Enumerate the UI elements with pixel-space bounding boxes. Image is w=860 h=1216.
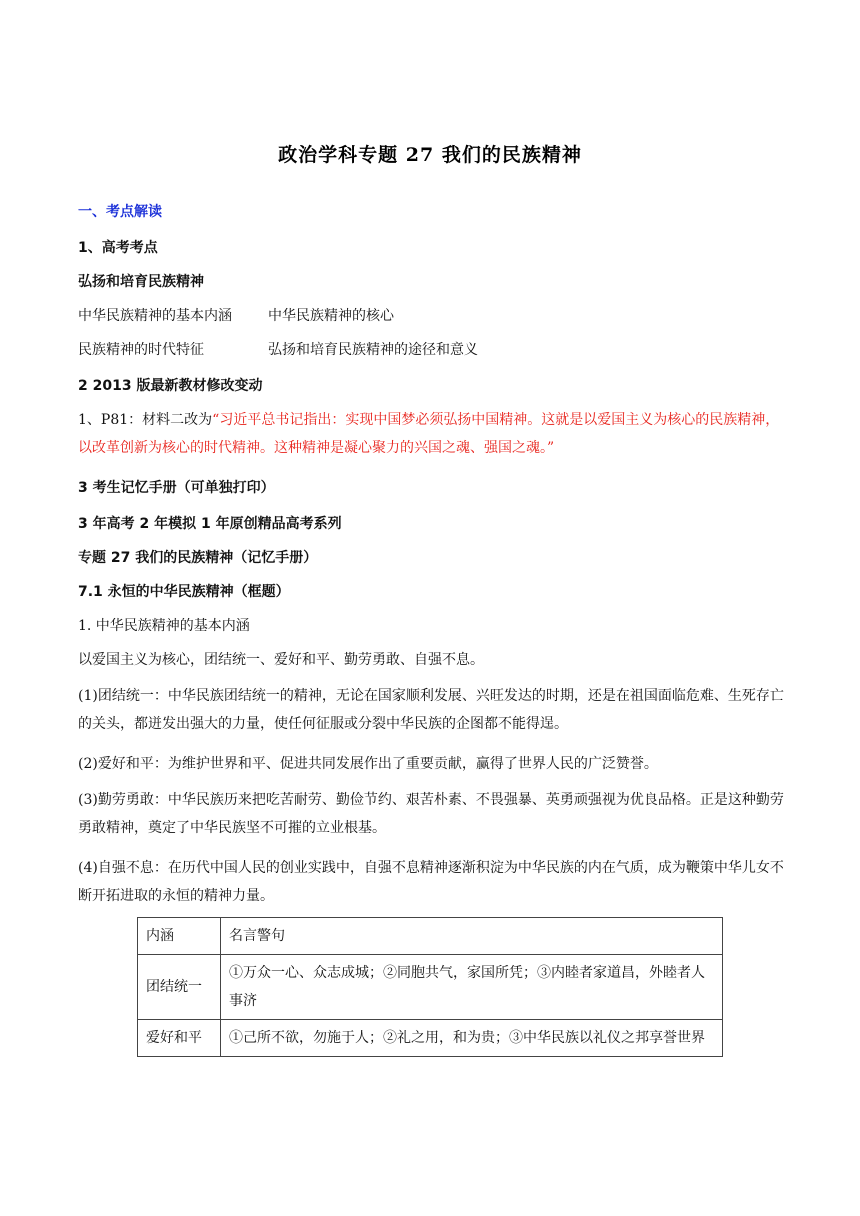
table-cell-value: ①万众一心、众志成城；②同胞共气，家国所凭；③内睦者家道昌，外睦者人事济 (221, 955, 723, 1020)
table-row (138, 1020, 723, 1057)
subheading-memory-handbook: 3 考生记忆手册（可单独打印） (78, 480, 275, 496)
item-heading: 1. 中华民族精神的基本内涵 (78, 618, 250, 634)
exam-point-1: 中华民族精神的基本内涵 (78, 308, 232, 324)
quotes-table (137, 917, 723, 1057)
exam-point-4: 弘扬和培育民族精神的途径和意义 (268, 342, 478, 358)
textbook-change-paragraph (78, 406, 788, 462)
topic-heading: 弘扬和培育民族精神 (78, 274, 204, 290)
subheading-textbook-changes: 2 2013 版最新教材修改变动 (78, 378, 263, 394)
chapter-heading: 7.1 永恒的中华民族精神（框题） (78, 584, 290, 600)
table-header-cell: 内涵 (138, 918, 221, 955)
section-heading-1: 一、考点解读 (78, 204, 162, 220)
table-cell-key: 爱好和平 (138, 1020, 221, 1057)
paragraph-peace: (2)爱好和平：为维护世界和平、促进共同发展作出了重要贡献，赢得了世界人民的广泛赞誉。 (78, 756, 658, 772)
paragraph-unity: (1)团结统一：中华民族团结统一的精神，无论在国家顺利发展、兴旺发达的时期，还是在祖国面临危难、生死存亡的关头，都迸发出强大的力量，使任何征服或分裂中华民族的企图都不能得逞。 (78, 688, 784, 732)
table-cell-value: ①己所不欲，勿施于人；②礼之用，和为贵；③中华民族以礼仪之邦享誉世界 (221, 1020, 723, 1057)
table-row (138, 955, 723, 1020)
exam-point-2: 中华民族精神的核心 (268, 308, 394, 324)
exam-point-row-2 (78, 336, 788, 364)
table-header-row (138, 918, 723, 955)
change-quote: “习近平总书记指出：实现中国梦必须弘扬中国精神。这就是以爱国主义为核心的民族精神，以改革创新为核心的时代精神。这种精神是凝心聚力的兴国之魂、强国之魂。” (78, 412, 780, 456)
exam-point-3: 民族精神的时代特征 (78, 342, 204, 358)
page-title: 政治学科专题 27 我们的民族精神 (278, 144, 582, 166)
change-prefix: 1、P81：材料二改为 (78, 412, 213, 428)
paragraph-diligence: (3)勤劳勇敢：中华民族历来把吃苦耐劳、勤俭节约、艰苦朴素、不畏强暴、英勇顽强视为优良品格。正是这种勤劳勇敢精神，奠定了中华民族坚不可摧的立业根基。 (78, 792, 784, 836)
table-header-cell: 名言警句 (221, 918, 723, 955)
core-statement: 以爱国主义为核心，团结统一、爱好和平、勤劳勇敢、自强不息。 (78, 652, 484, 668)
handbook-title: 专题 27 我们的民族精神（记忆手册） (78, 550, 318, 566)
exam-point-row-1 (78, 302, 788, 330)
table-cell-key: 团结统一 (138, 955, 221, 1020)
series-title: 3 年高考 2 年模拟 1 年原创精品高考系列 (78, 516, 342, 532)
subheading-exam-points: 1、高考考点 (78, 240, 158, 256)
paragraph-self-improvement: (4)自强不息：在历代中国人民的创业实践中，自强不息精神逐渐积淀为中华民族的内在气质，成为鞭策中华儿女不断开拓进取的永恒的精神力量。 (78, 860, 784, 904)
